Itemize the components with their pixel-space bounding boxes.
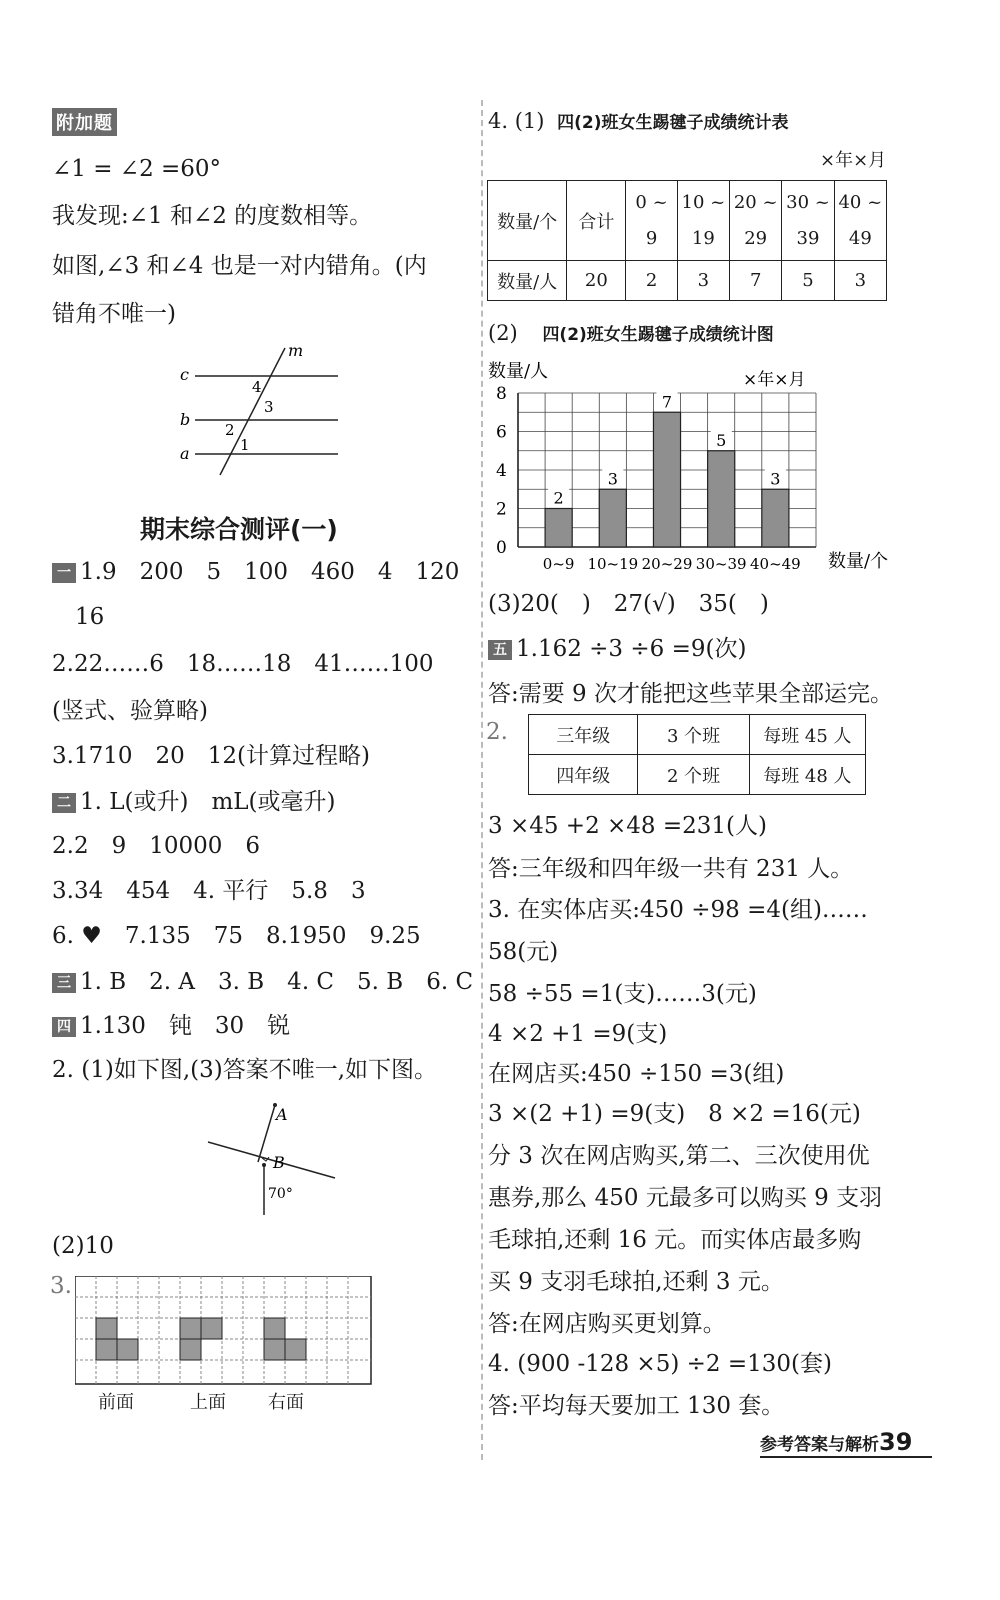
q5-2-number: 2.	[486, 719, 508, 745]
class-table-classes-3: 3 个班	[638, 715, 749, 755]
s2-line2: 2.2 9 10000 6	[52, 833, 261, 859]
q5-1-answer: 答:需要 9 次才能把这些苹果全部运完。	[488, 681, 894, 707]
page-footer	[760, 1428, 912, 1456]
q4-3-line: (3)20( ) 27(√) 35( )	[488, 591, 769, 617]
chart-bar	[653, 412, 680, 547]
y-tick-label: 8	[496, 384, 507, 404]
finding-line: 我发现:∠1 和∠2 的度数相等。	[52, 203, 373, 229]
q4-1-header: 4. (1) 四(2)班女生踢毽子成绩统计表	[488, 109, 789, 133]
label-3: 3	[264, 398, 274, 416]
chart-date: ×年×月	[743, 370, 806, 390]
parallel-lines-figure	[170, 340, 350, 485]
exam-title: 期末综合测评(一)	[140, 515, 338, 544]
table-date: ×年×月	[820, 150, 887, 171]
column-divider	[481, 100, 483, 1460]
point-a-label: A	[276, 1105, 288, 1124]
table-row1-head: 数量/个	[488, 181, 567, 261]
section-badge-5: 五	[488, 640, 512, 660]
q5-3-line-2: 58 ÷55 =1(支)……3(元)	[488, 981, 757, 1007]
bar-chart	[488, 355, 908, 585]
q5-3-line-1: 58(元)	[488, 939, 559, 965]
label-1: 1	[240, 436, 250, 454]
chart-bar	[762, 489, 789, 547]
chart-xlabel: 数量/个	[828, 551, 889, 572]
q5-4-answer: 答:平均每天要加工 130 套。	[488, 1393, 785, 1419]
s2-line4: 6. ♥ 7.135 75 8.1950 9.25	[52, 923, 421, 949]
s1-line4: (竖式、验算略)	[52, 698, 208, 724]
s1-line3: 2.22……6 18……18 41……100	[52, 651, 434, 677]
angle-label: 70°	[268, 1186, 293, 1202]
y-tick-label: 2	[496, 499, 507, 520]
view-label-top: 上面	[190, 1392, 226, 1413]
extra-tag: 附加题	[52, 108, 117, 136]
s4-line3: (2)10	[52, 1233, 114, 1259]
chart-bar	[545, 509, 572, 548]
chart-bar	[708, 451, 735, 547]
class-table	[528, 714, 866, 795]
x-tick-label: 20~29	[641, 555, 693, 573]
label-b: b	[180, 410, 191, 429]
s2-line3: 3.34 454 4. 平行 5.8 3	[52, 878, 366, 904]
section-badge-4: 四	[52, 1017, 76, 1037]
figure-note-line: 如图,∠3 和∠4 也是一对内错角。(内	[52, 253, 427, 279]
class-table-per-3: 每班 45 人	[749, 715, 865, 755]
footer-label: 参考答案与解析	[760, 1435, 879, 1455]
y-tick-label: 4	[496, 461, 507, 481]
grid-question-number: 3.	[50, 1273, 72, 1299]
table-row2-head: 数量/人	[488, 261, 567, 301]
label-2: 2	[225, 421, 235, 439]
table-range-2: 20 ~ 29	[730, 181, 782, 261]
chart-x-tick-labels	[543, 555, 801, 573]
x-tick-label: 30~39	[695, 555, 747, 573]
q5-3-line-9: 买 9 支羽毛球拍,还剩 3 元。	[488, 1269, 784, 1295]
x-tick-label: 0~9	[542, 555, 575, 573]
section-badge-2: 二	[52, 793, 76, 813]
chart-bar	[599, 489, 626, 547]
s4-line2: 2. (1)如下图,(3)答案不唯一,如下图。	[52, 1057, 438, 1083]
class-table-grade-3: 三年级	[529, 715, 638, 755]
table-count-1: 3	[677, 261, 729, 301]
bar-value-label: 5	[716, 430, 727, 450]
x-tick-label: 10~19	[587, 555, 639, 573]
table-count-3: 5	[782, 261, 834, 301]
perpendicular-figure	[200, 1100, 340, 1220]
q5-3-line-10: 答:在网店购买更划算。	[488, 1311, 726, 1337]
score-table	[487, 180, 887, 301]
table-count-2: 7	[730, 261, 782, 301]
x-tick-label: 40~49	[749, 555, 801, 573]
view-label-right: 右面	[268, 1392, 304, 1413]
footer-rule	[760, 1456, 932, 1458]
q5-3-line-0: 3. 在实体店买:450 ÷98 =4(组)……	[488, 897, 868, 923]
table-range-1: 10 ~ 19	[677, 181, 729, 261]
q5-3-line-7: 惠券,那么 450 元最多可以购买 9 支羽	[488, 1185, 883, 1211]
table-total: 20	[567, 261, 626, 301]
s1-line2: 16	[75, 604, 105, 630]
label-a: a	[180, 444, 190, 463]
label-4: 4	[252, 378, 262, 396]
table-range-4: 40 ~ 49	[834, 181, 886, 261]
s1-line1: 一 1.9 200 5 100 460 4 120	[52, 558, 459, 586]
section-badge-3: 三	[52, 973, 76, 993]
q5-3-line-4: 在网店买:450 ÷150 =3(组)	[488, 1061, 785, 1087]
views-grid	[75, 1276, 375, 1386]
class-table-grade-4: 四年级	[529, 755, 638, 795]
bar-value-label: 3	[607, 469, 618, 489]
s2-line1: 二 1. L(或升) mL(或毫升)	[52, 788, 336, 816]
section-badge-1: 一	[52, 563, 76, 583]
q5-4-line: 4. (900 -128 ×5) ÷2 =130(套)	[488, 1351, 832, 1377]
table-range-0: 0 ~ 9	[626, 181, 677, 261]
q5-3-line-8: 毛球拍,还剩 16 元。而实体店最多购	[488, 1227, 862, 1253]
s1-line5: 3.1710 20 12(计算过程略)	[52, 743, 370, 769]
class-table-classes-4: 2 个班	[638, 755, 749, 795]
chart-title: 四(2)班女生踢毽子成绩统计图	[542, 325, 774, 345]
bar-value-label: 3	[770, 469, 781, 489]
table-count-0: 2	[626, 261, 677, 301]
view-label-front: 前面	[98, 1392, 134, 1413]
q4-table-title: 四(2)班女生踢毽子成绩统计表	[557, 113, 789, 133]
q5-3-line-3: 4 ×2 +1 =9(支)	[488, 1021, 668, 1047]
angle-line: ∠1 = ∠2 =60°	[52, 156, 222, 182]
chart-ylabel: 数量/人	[488, 361, 549, 382]
table-total-head: 合计	[567, 181, 626, 261]
table-range-3: 30 ~ 39	[782, 181, 834, 261]
figure-note-line-2: 错角不唯一)	[52, 301, 176, 327]
q5-1-line: 五 1.162 ÷3 ÷6 =9(次)	[488, 635, 746, 663]
q5-3-line-5: 3 ×(2 +1) =9(支) 8 ×2 =16(元)	[488, 1101, 861, 1127]
bar-value-label: 2	[553, 488, 564, 508]
s3-line1: 三 1. B 2. A 3. B 4. C 5. B 6. C	[52, 968, 473, 996]
y-tick-label: 6	[496, 422, 507, 443]
point-b-label: B	[273, 1153, 285, 1172]
q5-2-calc: 3 ×45 +2 ×48 =231(人)	[488, 813, 767, 839]
chart-y-tick-labels	[496, 384, 507, 558]
class-table-per-4: 每班 48 人	[749, 755, 865, 795]
bar-value-label: 7	[661, 392, 673, 412]
q4-2-header: (2) 四(2)班女生踢毽子成绩统计图	[488, 321, 774, 345]
s4-line1: 四 1.130 钝 30 锐	[52, 1012, 290, 1040]
label-m: m	[288, 341, 304, 360]
q5-3-line-6: 分 3 次在网店购买,第二、三次使用优	[488, 1143, 870, 1169]
page-number: 39	[879, 1428, 913, 1456]
label-c: c	[180, 365, 189, 384]
q5-2-answer: 答:三年级和四年级一共有 231 人。	[488, 856, 854, 882]
table-count-4: 3	[834, 261, 886, 301]
y-tick-label: 0	[496, 538, 507, 558]
